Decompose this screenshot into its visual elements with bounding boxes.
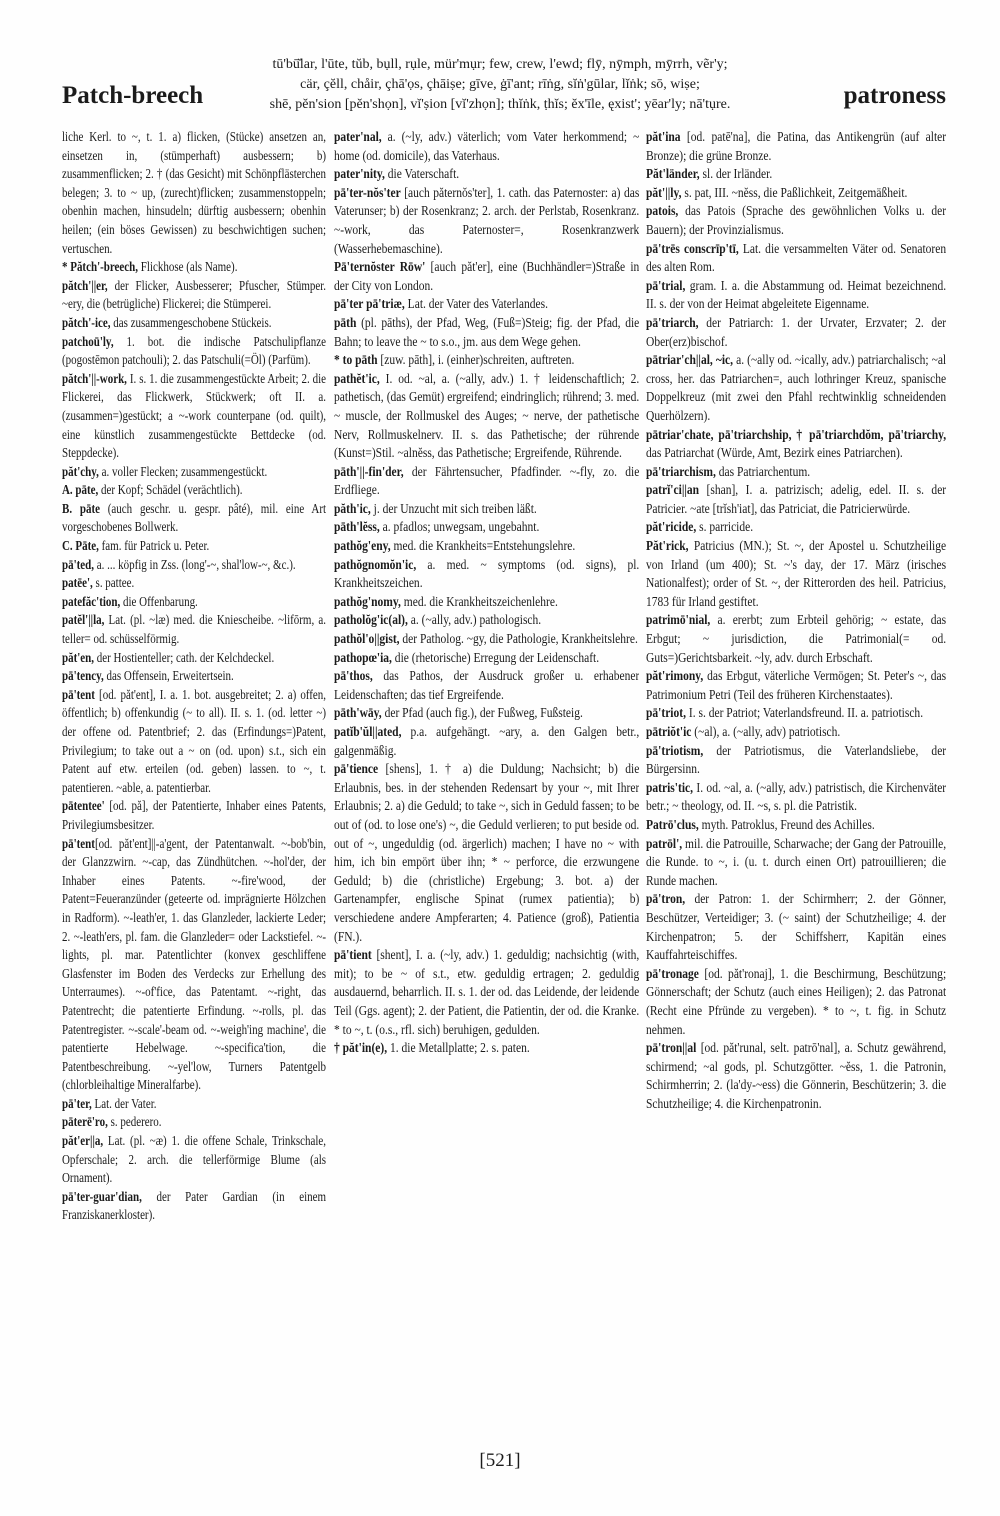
- entry-definition: [shent], I. a. (~ly, adv.) 1. geduldig; nachsichtig (with, mit); to be ~ of s.t., etw. geduldig ertragen; 2. geduldig ausdauernd, beharrlich. II. s. 1. der od. das Leidende, der leidende Teil (Ggs. agent); 2. der Patient, die Patientin, der od. die Kranke. * to ~, t. (o.s., rfl. sich) beruhigen, gedulden.: [334, 947, 639, 1037]
- dictionary-entry: [334, 258, 639, 295]
- entry-definition: 1. die Metallplatte; 2. s. paten.: [387, 1040, 530, 1056]
- dictionary-entry: [334, 500, 639, 519]
- headword: pā'triot,: [646, 705, 686, 721]
- headword: pāth: [334, 314, 357, 330]
- headword: pāth'||-fin'der,: [334, 463, 404, 479]
- headword: patrimō'nial,: [646, 612, 711, 628]
- entry-definition: 1. bot. die indische Patschulipflanze (pogostēmon patchouli); 2. das Patschuli(=Öl) (Parfüm).: [62, 333, 326, 368]
- headword: patrĭ'ci||an: [646, 482, 700, 498]
- entry-definition: a. ... köpfig in Zss. (long'-~, shal'low-~, &c.).: [94, 556, 296, 572]
- dictionary-entry: [334, 370, 639, 463]
- headword: patchoū'ly,: [62, 333, 114, 349]
- dictionary-entry: [62, 556, 326, 575]
- dictionary-entry: [62, 463, 326, 482]
- dictionary-entry: [646, 426, 946, 463]
- headword: pathŏg'nomy,: [334, 593, 401, 609]
- headword: pā'tron||al: [646, 1040, 697, 1056]
- guide-word-right: patroness: [843, 82, 946, 109]
- entry-definition: [zuw. pāth], i. (einher)schreiten, auftreten.: [377, 352, 575, 368]
- headword: patefăc'tion,: [62, 593, 121, 609]
- entry-definition: das Patriarchat (Würde, Amt, Bezirk eines Patriarchen).: [646, 445, 903, 461]
- dictionary-entry: [646, 277, 946, 314]
- entry-definition: gram. I. a. die Abstammung od. Heimat bezeichnend. II. s. der von der Heimat abgeleitete Eigenname.: [646, 277, 946, 312]
- headword: pā'tience: [334, 761, 379, 777]
- entry-definition: Lat. die versammelten Väter od. Senatoren des alten Rom.: [646, 240, 946, 275]
- entry-definition: [shan], I. a. patrizisch; adelig, edel. II. s. der Patricier. ~ate [trĭsh'iat], das Patriciat, die Patricierwürde.: [646, 482, 946, 516]
- headword: patris'tic,: [646, 779, 694, 795]
- pronunciation-key-line: tū'bū̆lar, l'ūte, tŭb, bụll, rụle, mür'mụr; few, crew, l'ewd; flȳ, nȳmph, mȳrrh, vẽr'y;: [272, 57, 728, 72]
- entry-definition: [shens], 1. † a) die Duldung; Nachsicht; b) die Erlaubnis, bes. in der stehenden Redensart by your ~, mit Ihrer Erlaubnis; 2. a) die Geduld; to take ~, sich in Geduld fassen; to be out of (od. to lose one's) ~, die Geduld verlieren; to put beside od. out of ~, ungeduldig (od. ärgerlich) machen; I have no ~ with him, ich bin empört über ihn; * ~ perforce, die erzwungene Geduld; b) die (christliche) Ergebung; 3. bot. a) der Gartenampfer, englische Spinat (rumex patientia); b) verschiedene andere Ampferarten; 4. Patience (groß), Patientia (FN.).: [334, 761, 639, 944]
- entry-definition: Patricius (MN.); St. ~, der Apostel u. Schutzheilige von Irland (um 400); St. ~'s day, der 17. März (irisches Nationalfest); order of St. ~, der Ritterorden des heil. Patricius, 1783 für Irland gestiftet.: [646, 538, 946, 609]
- entry-definition: mil. die Patrouille, Scharwache; der Gang der Patrouille, die Runde. to ~, i. (u. t. durch einen Ort) patrouillieren; die Runde machen.: [646, 835, 946, 888]
- dictionary-entry: [334, 165, 639, 184]
- dictionary-entry: [646, 351, 946, 425]
- dictionary-entry: [334, 184, 639, 258]
- headword: pā'tronage: [646, 965, 699, 981]
- headword: pā'ter-nŏs'ter: [334, 184, 401, 200]
- dictionary-entry: [334, 946, 639, 1039]
- dictionary-entry: [646, 742, 946, 779]
- dictionary-entry: [334, 760, 639, 946]
- dictionary-entry: [646, 779, 946, 816]
- dictionary-entry: [334, 463, 639, 500]
- entry-definition: [od. patē'na], die Patina, das Antikengrün (auf alter Bronze); die grüne Bronze.: [646, 129, 946, 163]
- headword: păt'er||a,: [62, 1133, 104, 1149]
- entry-definition: fam. für Patrick u. Peter.: [98, 538, 210, 554]
- dictionary-entry: [646, 816, 946, 835]
- dictionary-entry: [334, 704, 639, 723]
- dictionary-entry: [334, 667, 639, 704]
- column-text: [646, 128, 946, 1113]
- headword: Păt'länder,: [646, 166, 700, 182]
- entry-definition: a. voller Flecken; zusammengestückt.: [98, 463, 268, 479]
- entry-definition: das Patriarchentum.: [715, 463, 811, 479]
- entry-definition: [od. pă], der Patentierte, Inhaber eines Patents, Privilegiumsbesitzer.: [62, 798, 326, 832]
- entry-definition: sl. der Irländer.: [699, 166, 773, 182]
- entry-definition: a. ererbt; zum Erbteil gehörig; ~ estate, das Erbgut; ~ jurisdiction, die Patrimonial(= od. Guts=)Gerichtsbarkeit. ~ly, adv. durch Erbschaft.: [646, 612, 946, 665]
- dictionary-entry: [646, 184, 946, 203]
- dictionary-entry: [62, 370, 326, 463]
- headword: Păt'rick,: [646, 538, 689, 554]
- dictionary-entry: [334, 128, 639, 165]
- entry-definition: a. (~ally od. ~ically, adv.) patriarchalisch; ~al cross, her. das Patriarchen=, auch lothringer Kreuz, spanische Doppelkreuz (mit zwei den Pfahl rechtwinklig schneidenden Querhölzern).: [646, 352, 946, 423]
- entry-definition: der Fährtensucher, Pfadfinder. ~-fly, zo. die Erdfliege.: [334, 463, 639, 498]
- entry-definition: der Patholog. ~gy, die Pathologie, Krankheitslehre.: [399, 631, 638, 647]
- entry-definition: Flickhose (als Name).: [138, 259, 238, 275]
- headword: pā'ter-guar'dian,: [62, 1188, 142, 1204]
- dictionary-entry: [646, 835, 946, 891]
- headword: * to pāth: [334, 352, 378, 368]
- entry-definition: Lat. (pl. ~læ) med. die Kniescheibe. ~lifōrm, a. teller= od. schüsselförmig.: [62, 612, 326, 647]
- headword: pā'trial,: [646, 277, 686, 293]
- entry-definition: das Erbgut, väterliche Vermögen; St. Peter's ~, das Patrimonium Petri (Teil des früheren Kirchenstaates).: [646, 668, 946, 702]
- dictionary-entry: [334, 314, 639, 351]
- headword: păt'rimony,: [646, 668, 704, 684]
- headword: pā'tent: [62, 686, 95, 702]
- entry-definition: [auch păt'er], eine (Buchhändler=)Straße in der City von London.: [334, 259, 639, 293]
- entry-definition: med. die Krankheitszeichenlehre.: [400, 593, 558, 609]
- dictionary-entry: [62, 500, 326, 537]
- dictionary-entry: [62, 611, 326, 648]
- dictionary-entry: [62, 667, 326, 686]
- dictionary-entry: [62, 314, 326, 333]
- headword: pā'thos,: [334, 668, 373, 684]
- headword: patēe',: [62, 575, 93, 591]
- dictionary-entry: [334, 611, 639, 630]
- pronunciation-key-line: cär, çĕll, chåir, çhā'ọs, çhāiṣe; gīve, ġī'ant; rīṅg, sĭṅ'gūlar, lĭṅk; sō, wiṣe;: [300, 77, 700, 92]
- dictionary-entry: [646, 481, 946, 518]
- dictionary-entry: [646, 704, 946, 723]
- dictionary-entry: [646, 165, 946, 184]
- dictionary-entry: [62, 1113, 326, 1132]
- headword: pā'triarchism,: [646, 463, 716, 479]
- dictionary-entry: [646, 1039, 946, 1113]
- headword: patrōl',: [646, 835, 683, 851]
- entry-definition: [od. păt'runal, selt. patrō'nal], a. Schutz gewährend, schirmend; ~al gods, pl. Schutzgötter. ~ĕss, 1. die Patronin, Schirmherrin; 2. (la'dy-~ess) die Gönnerin, Beschützerin; 3. die Schutzheilige; 4. die Kirchenpatronin.: [646, 1040, 946, 1111]
- dictionary-entry: [334, 351, 639, 370]
- dictionary-column-3: [646, 128, 946, 1440]
- dictionary-entry: [334, 518, 639, 537]
- dictionary-entry: [62, 537, 326, 556]
- dictionary-entry: [62, 649, 326, 668]
- headword: păt'ricide,: [646, 519, 697, 535]
- headword: patĭb'ŭl||ated,: [334, 724, 402, 739]
- dictionary-entry: [62, 258, 326, 277]
- entry-definition: (pl. pāths), der Pfad, Weg, (Fuß=)Steig; fig. der Pfad, die Bahn; to leave the ~ to s.o., jm. aus dem Wege gehen.: [334, 314, 639, 349]
- headword: B. pāte: [62, 500, 100, 516]
- headword: pātentee': [62, 798, 105, 814]
- headword: pāth'wāy,: [334, 705, 382, 721]
- headword: pathŏgnomŏn'ic,: [334, 556, 417, 572]
- headword: pātriar'chate, pā'triarchship, † pā'triarchdŏm, pā'triarchy,: [646, 426, 946, 442]
- page-number: [521]: [479, 1450, 521, 1471]
- headword: pathopœ'ia,: [334, 649, 392, 665]
- entry-definition: Lat. der Vater.: [91, 1095, 157, 1111]
- headword: păt'||ly,: [646, 184, 682, 200]
- dictionary-entry: [334, 723, 639, 760]
- entry-definition: I. s. der Patriot; Vaterlandsfreund. II. a. patriotisch.: [685, 705, 924, 721]
- dictionary-entry: [334, 649, 639, 668]
- dictionary-entry: [62, 333, 326, 370]
- headword: pāterē'ro,: [62, 1114, 108, 1130]
- dictionary-entry: [62, 481, 326, 500]
- entry-definition: a. (~ly, adv.) väterlich; vom Vater herkommend; ~ home (od. domicile), das Vaterhaus.: [334, 129, 639, 163]
- entry-definition: der Kopf; Schädel (verächtlich).: [98, 482, 243, 498]
- entry-definition: der Pater Gardian (in einem Franziskanerkloster).: [62, 1188, 326, 1223]
- dictionary-entry: [62, 574, 326, 593]
- dictionary-entry: [62, 797, 326, 834]
- entry-definition: das zusammengeschobene Stückeis.: [110, 314, 272, 330]
- headword: pathĕt'ic,: [334, 370, 380, 386]
- dictionary-entry: [646, 965, 946, 1039]
- headword: pătch'-ice,: [62, 314, 111, 330]
- entry-definition: I. od. ~al, a. (~ally, adv.) patristisch, die Kirchenväter betr.; ~ theology, od. II. ~s, s. pl. die Patristik.: [646, 779, 946, 814]
- dictionary-entry: [62, 593, 326, 612]
- entry-definition: a. pfadlos; unwegsam, ungebahnt.: [379, 519, 540, 535]
- headword: păt'ina: [646, 129, 681, 144]
- entry-definition: der Hostienteller; cath. der Kelchdeckel.: [94, 649, 275, 665]
- entry-definition: I. od. ~al, a. (~ally, adv.) 1. † leidenschaftlich; 2. pathetisch, (das Gemüt) ergreifend; eindringlich; rührend; 3. med. ~ muscle, der Rollmuskel des Auges; ~ nerve, der pathetische Nerv, Rollmuskelnerv. II. s. das Pathetische; der rührende (Kunst=)Stil. ~alnĕss, das Pathetische; Ergreifende, Rührende.: [334, 370, 639, 461]
- headword: pā'tron,: [646, 891, 686, 907]
- pronunciation-key: [200, 55, 800, 115]
- dictionary-entry: [62, 835, 326, 1095]
- headword: păth'ic,: [334, 500, 371, 516]
- column-text: [62, 128, 326, 1225]
- entry-definition: die (rhetorische) Erregung der Leidenschaft.: [391, 649, 600, 665]
- dictionary-entry: [62, 686, 326, 798]
- headword: pāth'lĕss,: [334, 519, 380, 535]
- headword: Patrō'clus,: [646, 816, 699, 832]
- entry-definition: I. s. 1. die zusammengestückte Arbeit; 2. die Flickerei, das Flickwerk, Stückwerk; oft II. a. (zusammen=)gestückt; a ~-work counterpane (od. quilt), eine künstlich zusammengestückte Bettdecke (od. Steppdecke).: [62, 370, 326, 461]
- dictionary-entry: [646, 240, 946, 277]
- headword: pā'tient: [334, 947, 372, 963]
- headword: pā'tent: [62, 835, 95, 851]
- entry-definition: die Vaterschaft.: [384, 166, 460, 182]
- headword: pathŏg'eny,: [334, 538, 391, 554]
- entry-definition: (auch geschr. u. gespr. pâté), mil. eine Art vorgeschobenes Bollwerk.: [62, 500, 326, 535]
- dictionary-entry: [646, 667, 946, 704]
- entry-definition: der Flicker, Ausbesserer; Pfuscher, Stümper. ~ery, die (betrügliche) Flickerei; die Stümperei.: [62, 277, 326, 312]
- dictionary-entry: [62, 1095, 326, 1114]
- pronunciation-key-line: shē, pĕn'sion [pĕn'shọn], vĭ'ṣion [vĭ'zhọn]; thĭṅk, ṭhĭs; ĕx'īle, ęxist'; yēar'ly; nā'tụre.: [269, 97, 731, 112]
- headword: C. Pāte,: [62, 538, 99, 554]
- dictionary-entry: [62, 1132, 326, 1188]
- dictionary-entry: [646, 128, 946, 165]
- entry-definition: der Patriotismus, die Vaterlandsliebe, der Bürgersinn.: [646, 742, 946, 777]
- entry-definition: (~al), a. (~ally, adv) patriotisch.: [691, 724, 841, 739]
- entry-definition: a. med. ~ symptoms (od. signs), pl. Krankheitszeichen.: [334, 556, 639, 591]
- column-text: [334, 128, 639, 1058]
- entry-definition: j. der Unzucht mit sich treiben läßt.: [370, 500, 537, 516]
- dictionary-entry: [646, 463, 946, 482]
- dictionary-entry: [646, 202, 946, 239]
- guide-word-left: Patch-breech: [62, 82, 204, 109]
- entry-definition: med. die Krankheits=Entstehungslehre.: [390, 538, 576, 554]
- entry-definition: das Pathos, der Ausdruck großer u. erhabener Leidenschaften; das tief Ergreifende.: [334, 668, 639, 702]
- headword: † păt'in(e),: [334, 1040, 388, 1056]
- dictionary-entry: [646, 723, 946, 742]
- entry-definition: s. pederero.: [107, 1114, 162, 1130]
- entry-definition: [od. păt'ronaj], 1. die Beschirmung, Beschützung; Gönnerschaft; der Schutz (auch eines Heiligen); 2. das Patronat (Recht eine Pfründe zu vergeben). * to ~, t. fig. in Schutz nehmen.: [646, 965, 946, 1037]
- headword: pā'ter pā'triæ,: [334, 296, 405, 312]
- headword: pā'tency,: [62, 668, 104, 684]
- dictionary-column-1: [62, 128, 326, 1440]
- headword: pātriŏt'ic: [646, 724, 692, 739]
- entry-definition: p.a. aufgehängt. ~ary, a. den Galgen betr., galgenmäßig.: [334, 724, 639, 758]
- entry-definition: Lat. der Vater des Vaterlandes.: [404, 296, 548, 312]
- entry-definition: das Offensein, Erweitertsein.: [103, 668, 234, 684]
- headword: pā'triotism,: [646, 742, 704, 758]
- headword: pā'trēs conscrīp'tī,: [646, 240, 739, 256]
- dictionary-entry: [334, 593, 639, 612]
- headword: pathŏl'o||gist,: [334, 631, 400, 647]
- dictionary-entry: [646, 518, 946, 537]
- headword: pā'ted,: [62, 556, 95, 572]
- dictionary-entry: [334, 630, 639, 649]
- headword: patholŏg'ic(al),: [334, 612, 408, 628]
- headword: pătch'||-work,: [62, 370, 127, 386]
- headword: Pā'ternŏster Rōw': [334, 259, 426, 275]
- dictionary-entry: [62, 277, 326, 314]
- entry-definition: a. (~ally, adv.) pathologisch.: [407, 612, 542, 628]
- dictionary-entry: [646, 890, 946, 964]
- dictionary-entry: [334, 295, 639, 314]
- entry-definition: myth. Patroklus, Freund des Achilles.: [698, 816, 875, 832]
- headword: pater'nity,: [334, 166, 385, 182]
- entry-definition: s. pat, III. ~nĕss, die Paßlichkeit, Zeitgemäßheit.: [681, 184, 908, 200]
- entry-definition: das Patois (Sprache des gewöhnlichen Volks u. der Bauern); der Provinzialismus.: [646, 203, 946, 237]
- headword: pătch'||er,: [62, 277, 108, 293]
- headword: * Pătch'-breech,: [62, 259, 139, 275]
- dictionary-entry: [334, 556, 639, 593]
- entry-definition: der Patron: 1. der Schirmherr; 2. der Gönner, Beschützer, Verteidiger; 3. (~ saint) der Schutzheilige; 4. der Kirchenpatron; 5. der Schiffsherr, Kapitän eines Kauffahrteischiffes.: [646, 891, 946, 963]
- dictionary-entry: [646, 314, 946, 351]
- headword: pater'nal,: [334, 129, 382, 144]
- entry-definition: der Patriarch: 1. der Urvater, Erzvater; 2. der Ober(erz)bischof.: [646, 314, 946, 349]
- entry-definition: s. pattee.: [92, 575, 135, 591]
- headword: A. pāte,: [62, 482, 99, 498]
- dictionary-entry: [62, 128, 326, 258]
- headword: patĕl'||la,: [62, 612, 105, 628]
- dictionary-entry: [334, 537, 639, 556]
- entry-definition: der Pfad (auch fig.), der Fußweg, Fußsteig.: [381, 705, 583, 721]
- entry-definition: [auch păternŏs'ter], 1. cath. das Paternoster: a) das Vaterunser; b) der Rosenkranz; 2. arch. der Perlstab, Rosenkranz. ~-work, das Paternoster=, Rosenkranzwerk (Wasserhebemaschine).: [334, 184, 639, 256]
- dictionary-entry: [646, 611, 946, 667]
- entry-definition: s. parricide.: [696, 519, 754, 535]
- dictionary-entry: [62, 1188, 326, 1225]
- headword: patois,: [646, 203, 679, 219]
- entry-definition: [od. păt'ent], I. a. 1. bot. ausgebreitet; 2. a) offen, öffentlich; b) offenkundig (~ to all). II. s. 1. (od. letter ~) der offene od. Patentbrief; 2. das (Erfindungs=)Patent, Privilegium; to take out a ~ on (od. upon) s.t., sich ein Patent auf etw. erteilen (od. geben) lassen. to ~, t. patentieren. ~able, a. patentierbar.: [62, 686, 326, 795]
- headword: pā'ter,: [62, 1095, 92, 1111]
- headword: păt'en,: [62, 649, 95, 665]
- headword: pā'triarch,: [646, 314, 699, 330]
- dictionary-entry: [646, 537, 946, 611]
- dictionary-column-2: [334, 128, 639, 1440]
- entry-definition: die Offenbarung.: [120, 593, 198, 609]
- entry-definition: liche Kerl. to ~, t. 1. a) flicken, (Stücke) ansetzen an, einsetzen in, (stümperhaft) ausbessern; b) zusammenflicken; 2. † (das Gesicht) mit Schönpflästerchen belegen; 3. to ~ up, (zurecht)flicken; zusammenstoppeln; obenhin machen, hinsudeln; dürftig ausbessern; obenhin heilen; (ein böses Gewissen) zu beschwichtigen suchen; vertuschen.: [62, 129, 326, 256]
- entry-definition: [od. păt'ent]||-a'gent, der Patentanwalt. ~-bob'bin, der Glanzzwirn. ~-cap, das Zündhütchen. ~-hol'der, der Inhaber eines Patents. ~-fire'wood, der Patent=Feueranzünder (geteerte od. imprägnierte Hölzchen in Radform). ~-leath'er, 1. das Glanzleder, lackierte Leder; 2. ~-leath'ers, pl. fam. die Glanzleder= oder Lackstiefel. ~-lights, pl. mar. Patentlichter (konvex geschliffene Glasfenster im Boden des Verdecks zur Erhellung des Unterraumes). ~-of'fice, das Patentamt. ~-right, das Patentrecht; die patentierte Erfindung. ~-rolls, pl. das Patentregister. ~-scale'-beam od. ~-weigh'ing machine', die patentierte Hebelwage. ~-specifica'tion, die Patentbeschreibung. ~-yel'low, Turners Patentgelb (chlorbleihaltige Mineralfarbe).: [62, 835, 326, 1093]
- entry-definition: Lat. (pl. ~æ) 1. die offene Schale, Trinkschale, Opferschale; 2. arch. die tellerförmige Blume (als Ornament).: [62, 1133, 326, 1186]
- dictionary-entry: [334, 1039, 639, 1058]
- headword: pātriar'ch||al, ~ic,: [646, 352, 734, 368]
- headword: păt'chy,: [62, 463, 99, 479]
